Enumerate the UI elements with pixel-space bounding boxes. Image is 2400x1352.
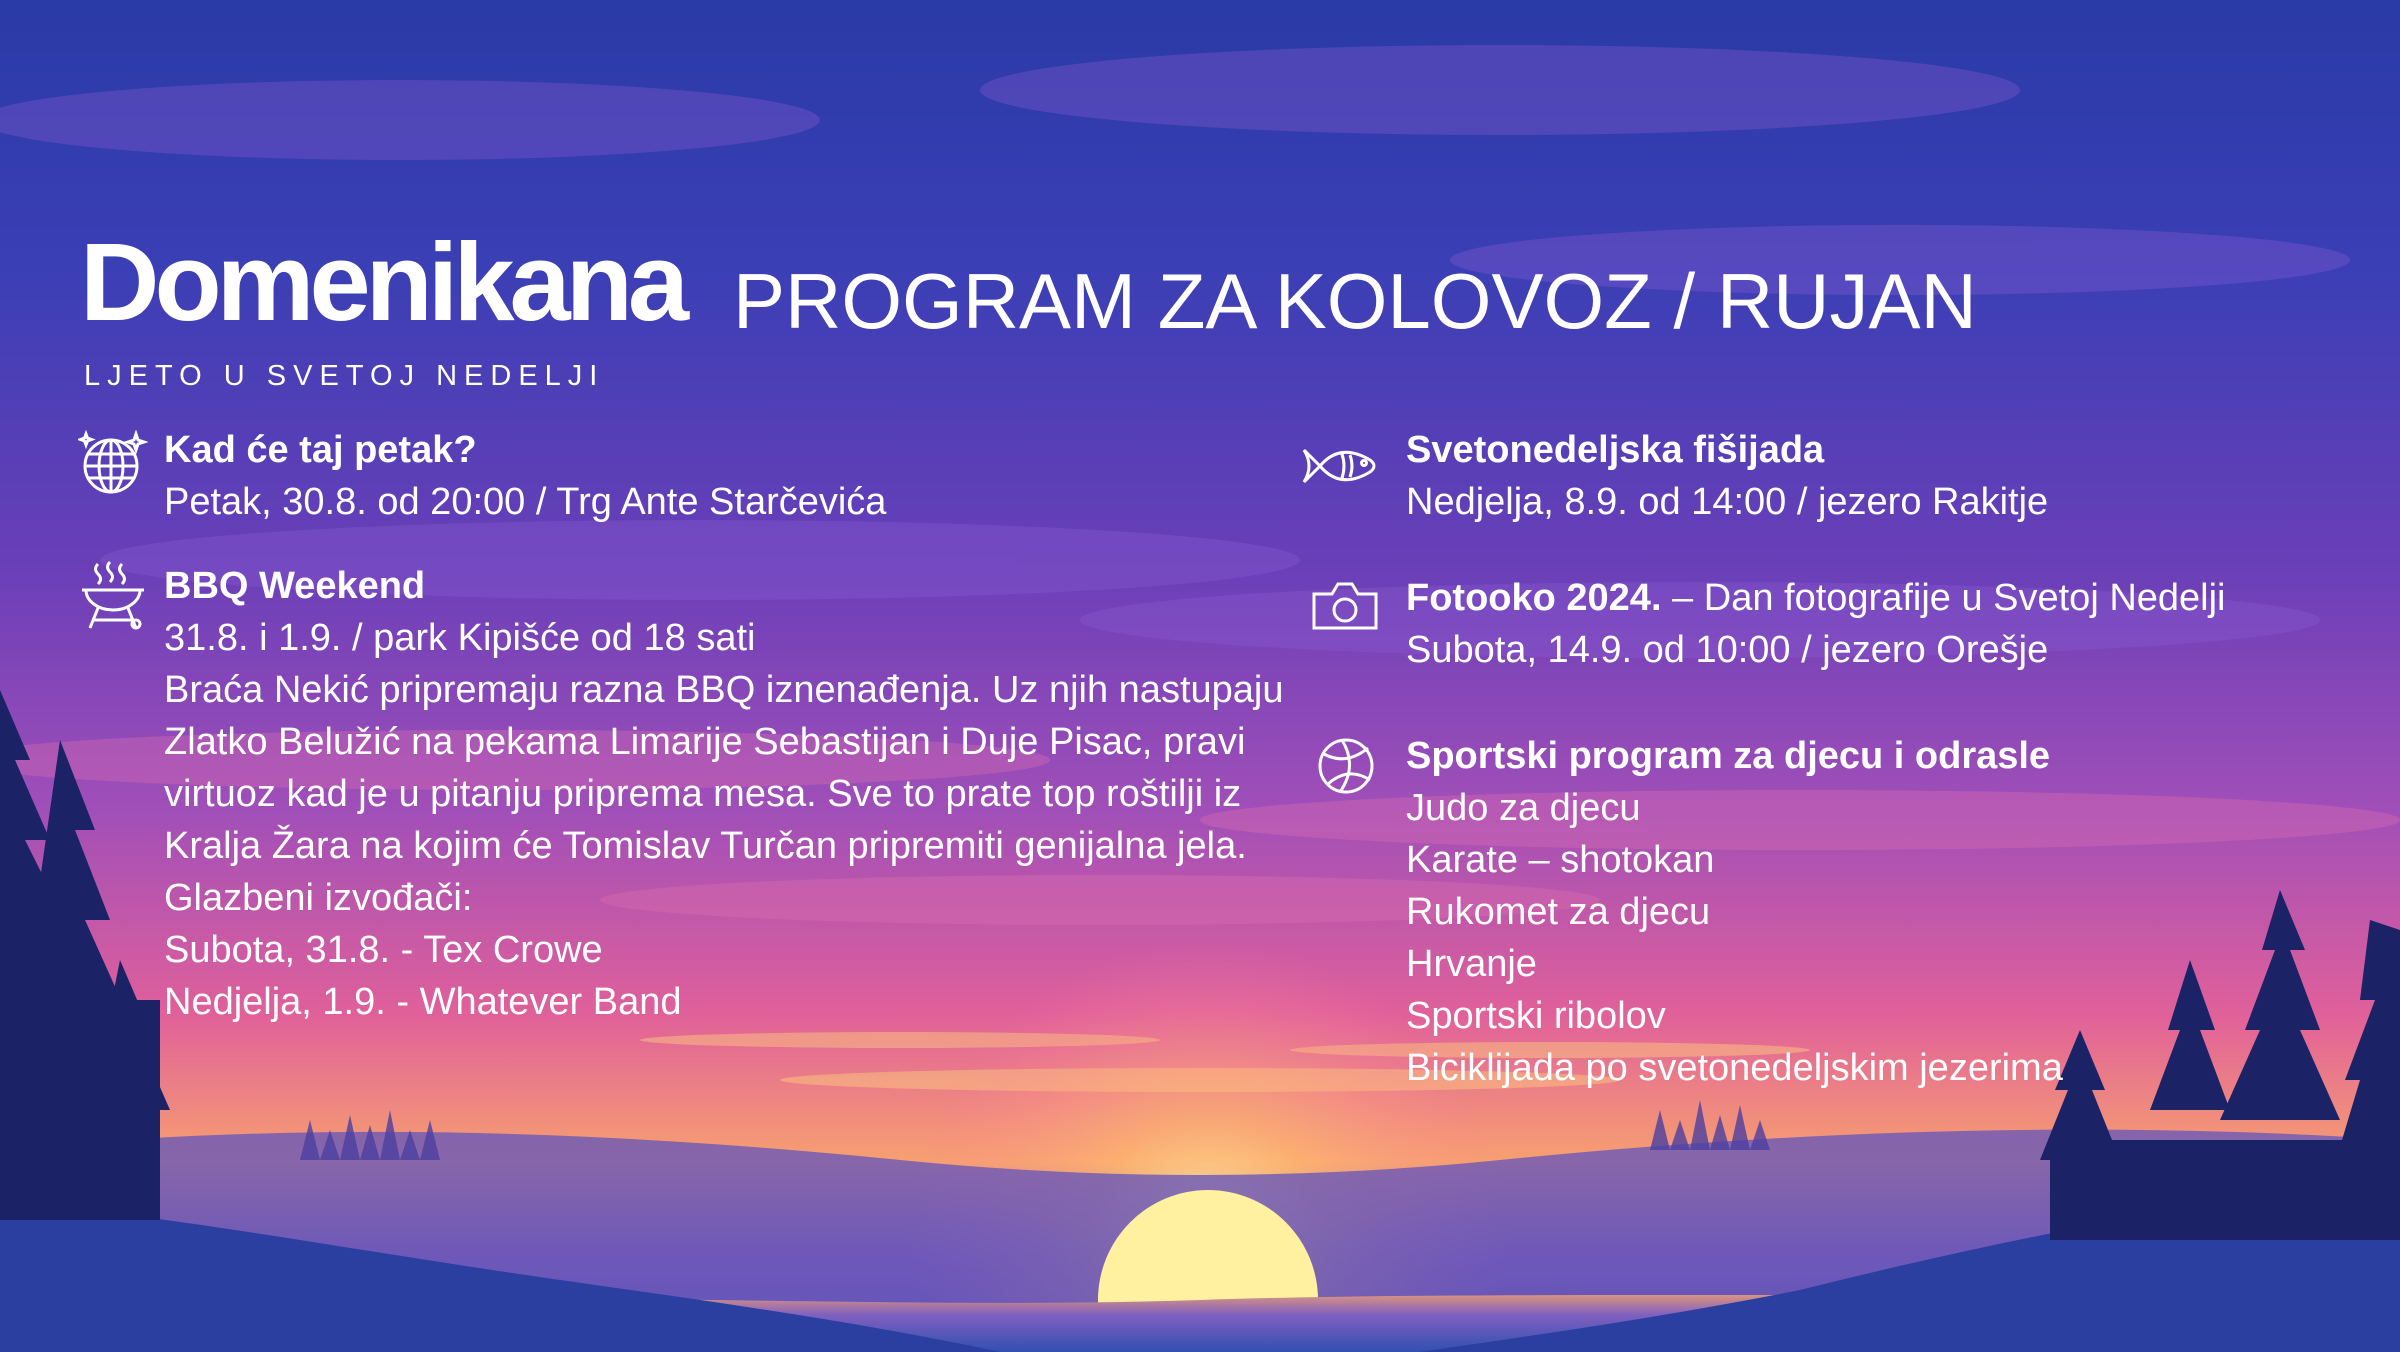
event-title: Svetonedeljska fišijada (1406, 429, 1825, 471)
event-detail: Zlatko Belužić na pekama Limarije Sebastijan i Duje Pisac, pravi (164, 721, 1246, 763)
event-title: Sportski program za djecu i odrasle (1406, 735, 2051, 777)
brand-tagline: LJETO U SVETOJ NEDELJI (84, 360, 605, 392)
event-detail: Sportski ribolov (1406, 995, 1666, 1037)
basketball-icon (1318, 736, 1388, 806)
event-detail: Subota, 14.9. od 10:00 / jezero Orešje (1406, 629, 2049, 671)
page-title: PROGRAM ZA KOLOVOZ / RUJAN (733, 257, 1977, 345)
event-detail: 31.8. i 1.9. / park Kipišće od 18 sati (164, 617, 756, 659)
event-detail: Nedjelja, 1.9. - Whatever Band (164, 981, 682, 1023)
disco-ball-icon (78, 430, 148, 500)
brand-logo: Domenikana (80, 221, 685, 344)
camera-icon (1310, 578, 1380, 648)
event-detail: Kralja Žara na kojim će Tomislav Turčan pripremiti genijalna jela. (164, 825, 1247, 867)
brand-block (80, 221, 685, 393)
event-title: Fotooko 2024. – Dan fotografije u Svetoj Nedelji (1406, 577, 2226, 619)
fish-icon (1300, 430, 1384, 500)
event-detail: virtuoz kad je u pitanju priprema mesa. Sve to prate top roštilji iz (164, 773, 1242, 815)
event-detail: Nedjelja, 8.9. od 14:00 / jezero Rakitje (1406, 481, 2049, 523)
event-detail: Braća Nekić pripremaju razna BBQ iznenađenja. Uz njih nastupaju (164, 669, 1284, 711)
event-detail: Biciklijada po svetonedeljskim jezerima (1406, 1047, 2063, 1089)
event-detail: Petak, 30.8. od 20:00 / Trg Ante Starčevića (164, 481, 887, 523)
event-detail: Rukomet za djecu (1406, 891, 1711, 933)
event-detail: Hrvanje (1406, 943, 1537, 985)
event-detail: Judo za djecu (1406, 787, 1641, 829)
grill-icon (78, 560, 148, 630)
event-title: Kad će taj petak? (164, 429, 477, 471)
event-detail: Karate – shotokan (1406, 839, 1715, 881)
event-title: BBQ Weekend (164, 565, 426, 607)
event-detail: Subota, 31.8. - Tex Crowe (164, 929, 603, 971)
event-detail: Glazbeni izvođači: (164, 877, 473, 919)
